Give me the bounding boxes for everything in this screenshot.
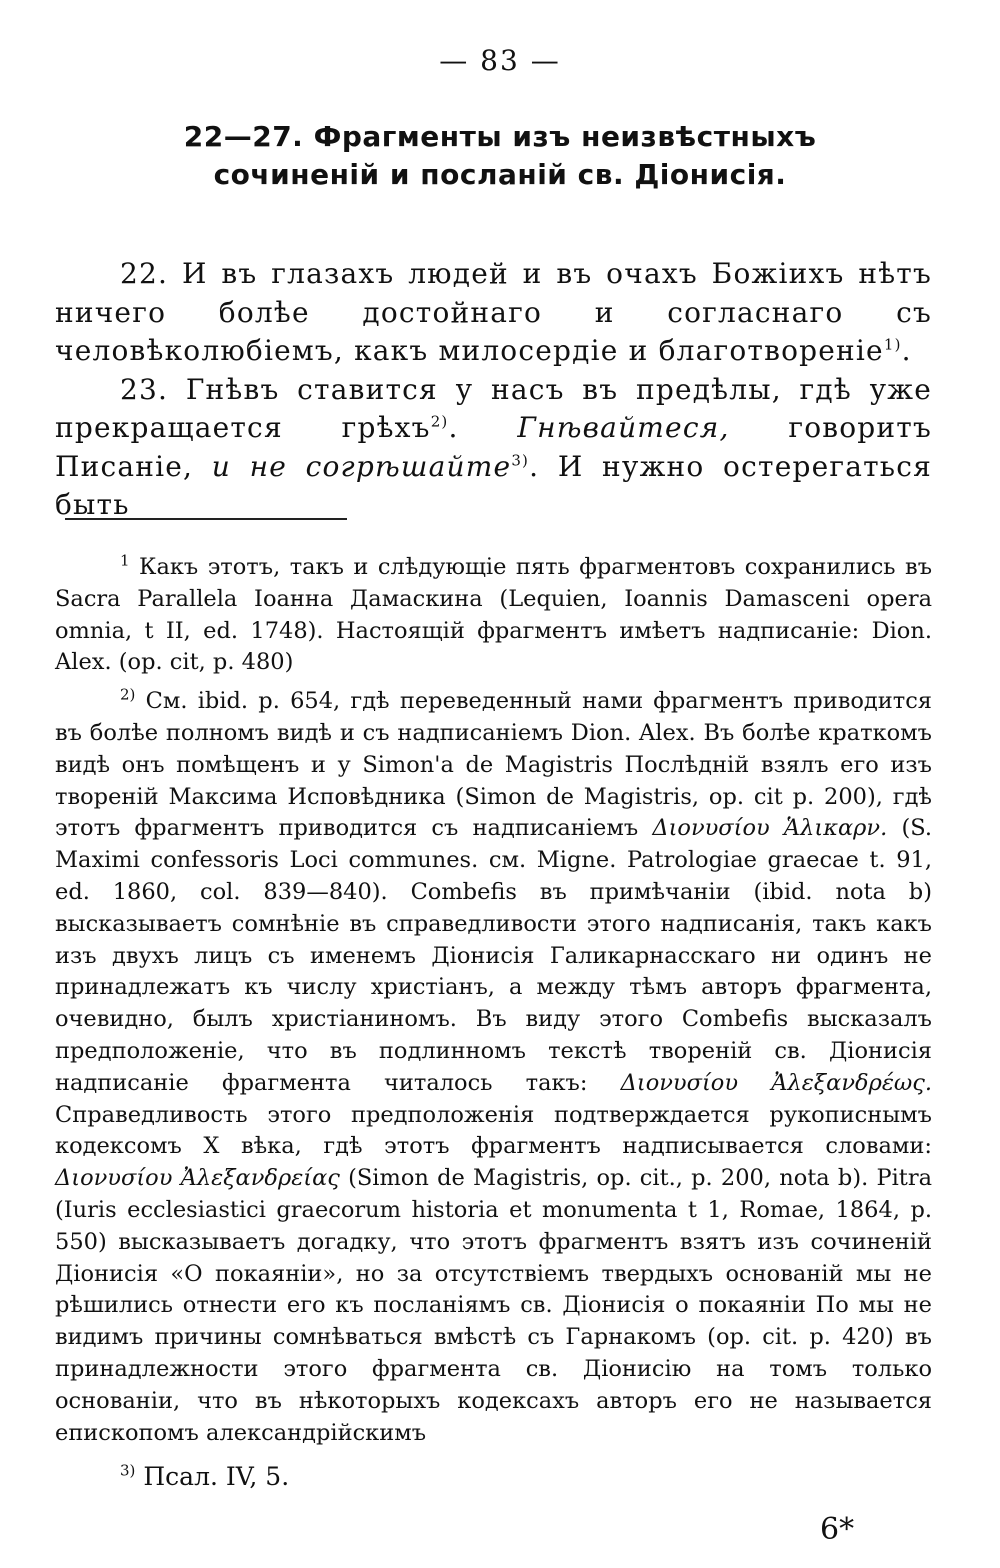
footnote-3	[55, 1461, 932, 1493]
greek-inscription: Διονυσίου Ἀλεξανδρείας	[55, 1165, 340, 1192]
paragraph-text: .	[448, 411, 518, 444]
footnote-marker: 3)	[120, 1461, 136, 1480]
section-heading	[70, 118, 930, 194]
footnote-text: Какъ этотъ, такъ и слѣдующіе пять фрагментовъ сохранились въ Sacra Parallela Іоанна Дамаскина (Lequien, Ioannis Damasceni opera omnia, t II, ed. 1748). Настоящій фрагментъ имѣетъ надписаніе: Dion. Alex. (op. cit, p. 480)	[55, 554, 933, 676]
footnote-2	[55, 686, 932, 1449]
scripture-quote: Гнѣвайтеся,	[517, 411, 730, 444]
paragraph-text: говоритъ Писаніе,	[55, 411, 932, 483]
footnote-divider	[65, 518, 347, 520]
paragraph-text: 23. Гнѣвъ ставится у насъ въ предѣлы, гдѣ уже прекращается грѣхъ	[55, 372, 932, 444]
footnote-text: (S. Maximi confessoris Loci communes. см. Migne. Patrologiae graecae t. 91, ed. 1860, col. 839—840). Combefis въ примѣчаніи (ibid. nota b) высказываетъ сомнѣніе въ справедливости этого надписанія, такъ какъ изъ двухъ лицъ съ именемъ Діонисія Галикарнасскаго ни одинъ не принадлежатъ къ числу христіанъ, а между тѣмъ авторъ фрагмента, очевидно, былъ христіаниномъ. Въ виду этого Combefis высказалъ предположеніе, что въ подлинномъ текстѣ твореній св. Діонисія надписаніе фрагмента читалось такъ:	[55, 815, 932, 1096]
footnote-marker: 1	[120, 551, 130, 570]
footnote-ref-1: 1)	[883, 335, 902, 354]
footnote-1	[55, 552, 932, 679]
greek-inscription: Διονυσίου Ἀλεξανδρέως.	[620, 1069, 932, 1096]
paragraph-text: 22. И въ глазахъ людей и въ очахъ Божіихъ нѣтъ ничего болѣе достойнаго и согласнаго съ человѣколюбіемъ, какъ милосердіе и благотвореніе	[55, 257, 932, 367]
scripture-quote: и не согрѣшайте	[211, 449, 512, 483]
greek-inscription: Διονυσίου Ἁλικαρν.	[652, 815, 888, 842]
footnote-ref-2: 2)	[430, 412, 449, 431]
footnote-marker: 2)	[120, 685, 136, 704]
main-text	[55, 255, 932, 525]
footnote-text: Псал. IV, 5.	[143, 1462, 290, 1492]
footnotes	[55, 552, 932, 1500]
paragraph-text: . И нужно остерегаться быть	[55, 449, 932, 521]
footnote-text: Справедливость этого предположенія подтверждается рукописнымъ кодексомъ X вѣка, гдѣ этотъ фрагментъ надписывается словами:	[55, 1101, 932, 1160]
paragraph-tail: .	[901, 334, 912, 367]
page-number: — 83 —	[439, 44, 561, 77]
heading-line-2: сочиненій и посланій св. Діонисія.	[213, 158, 787, 191]
paragraph-23	[55, 371, 932, 525]
signature-mark: 6*	[820, 1512, 855, 1547]
footnote-text: См. ibid. p. 654, гдѣ переведенный нами фрагментъ приводится въ болѣе полномъ видѣ и съ надписаніемъ Dion. Alex. Въ болѣе краткомъ видѣ онъ помѣщенъ и у Simon'a de Magistris Послѣдній взялъ его изъ твореній Максима Исповѣдника (Simon de Magistris, op. cit p. 200), гдѣ этотъ фрагментъ приводится съ надписаніемъ	[55, 688, 933, 842]
footnote-ref-3: 3)	[511, 451, 530, 470]
footnote-text: (Simon de Magistris, op. cit., p. 200, nota b). Pitra (Iuris ecclesiastici graecorum historia et monumenta t 1, Romae, 1864, p. 550) высказываетъ догадку, что этотъ фрагментъ взятъ изъ сочиненій Діонисія «О покаяніи», но за отсутствіемъ твердыхъ основаній мы не рѣшились отнести его къ посланіямъ св. Діонисія о покаяніи По мы не видимъ причины сомнѣваться вмѣстѣ съ Гарнакомъ (op. cit. p. 420) въ принадлежности этого фрагмента св. Діонисію на томъ только основаніи, что въ нѣкоторыхъ кодексахъ авторъ его не называется епископомъ александрійскимъ	[55, 1165, 933, 1446]
paragraph-22	[55, 255, 932, 371]
heading-line-1: 22—27. Фрагменты изъ неизвѣстныхъ	[183, 120, 817, 153]
